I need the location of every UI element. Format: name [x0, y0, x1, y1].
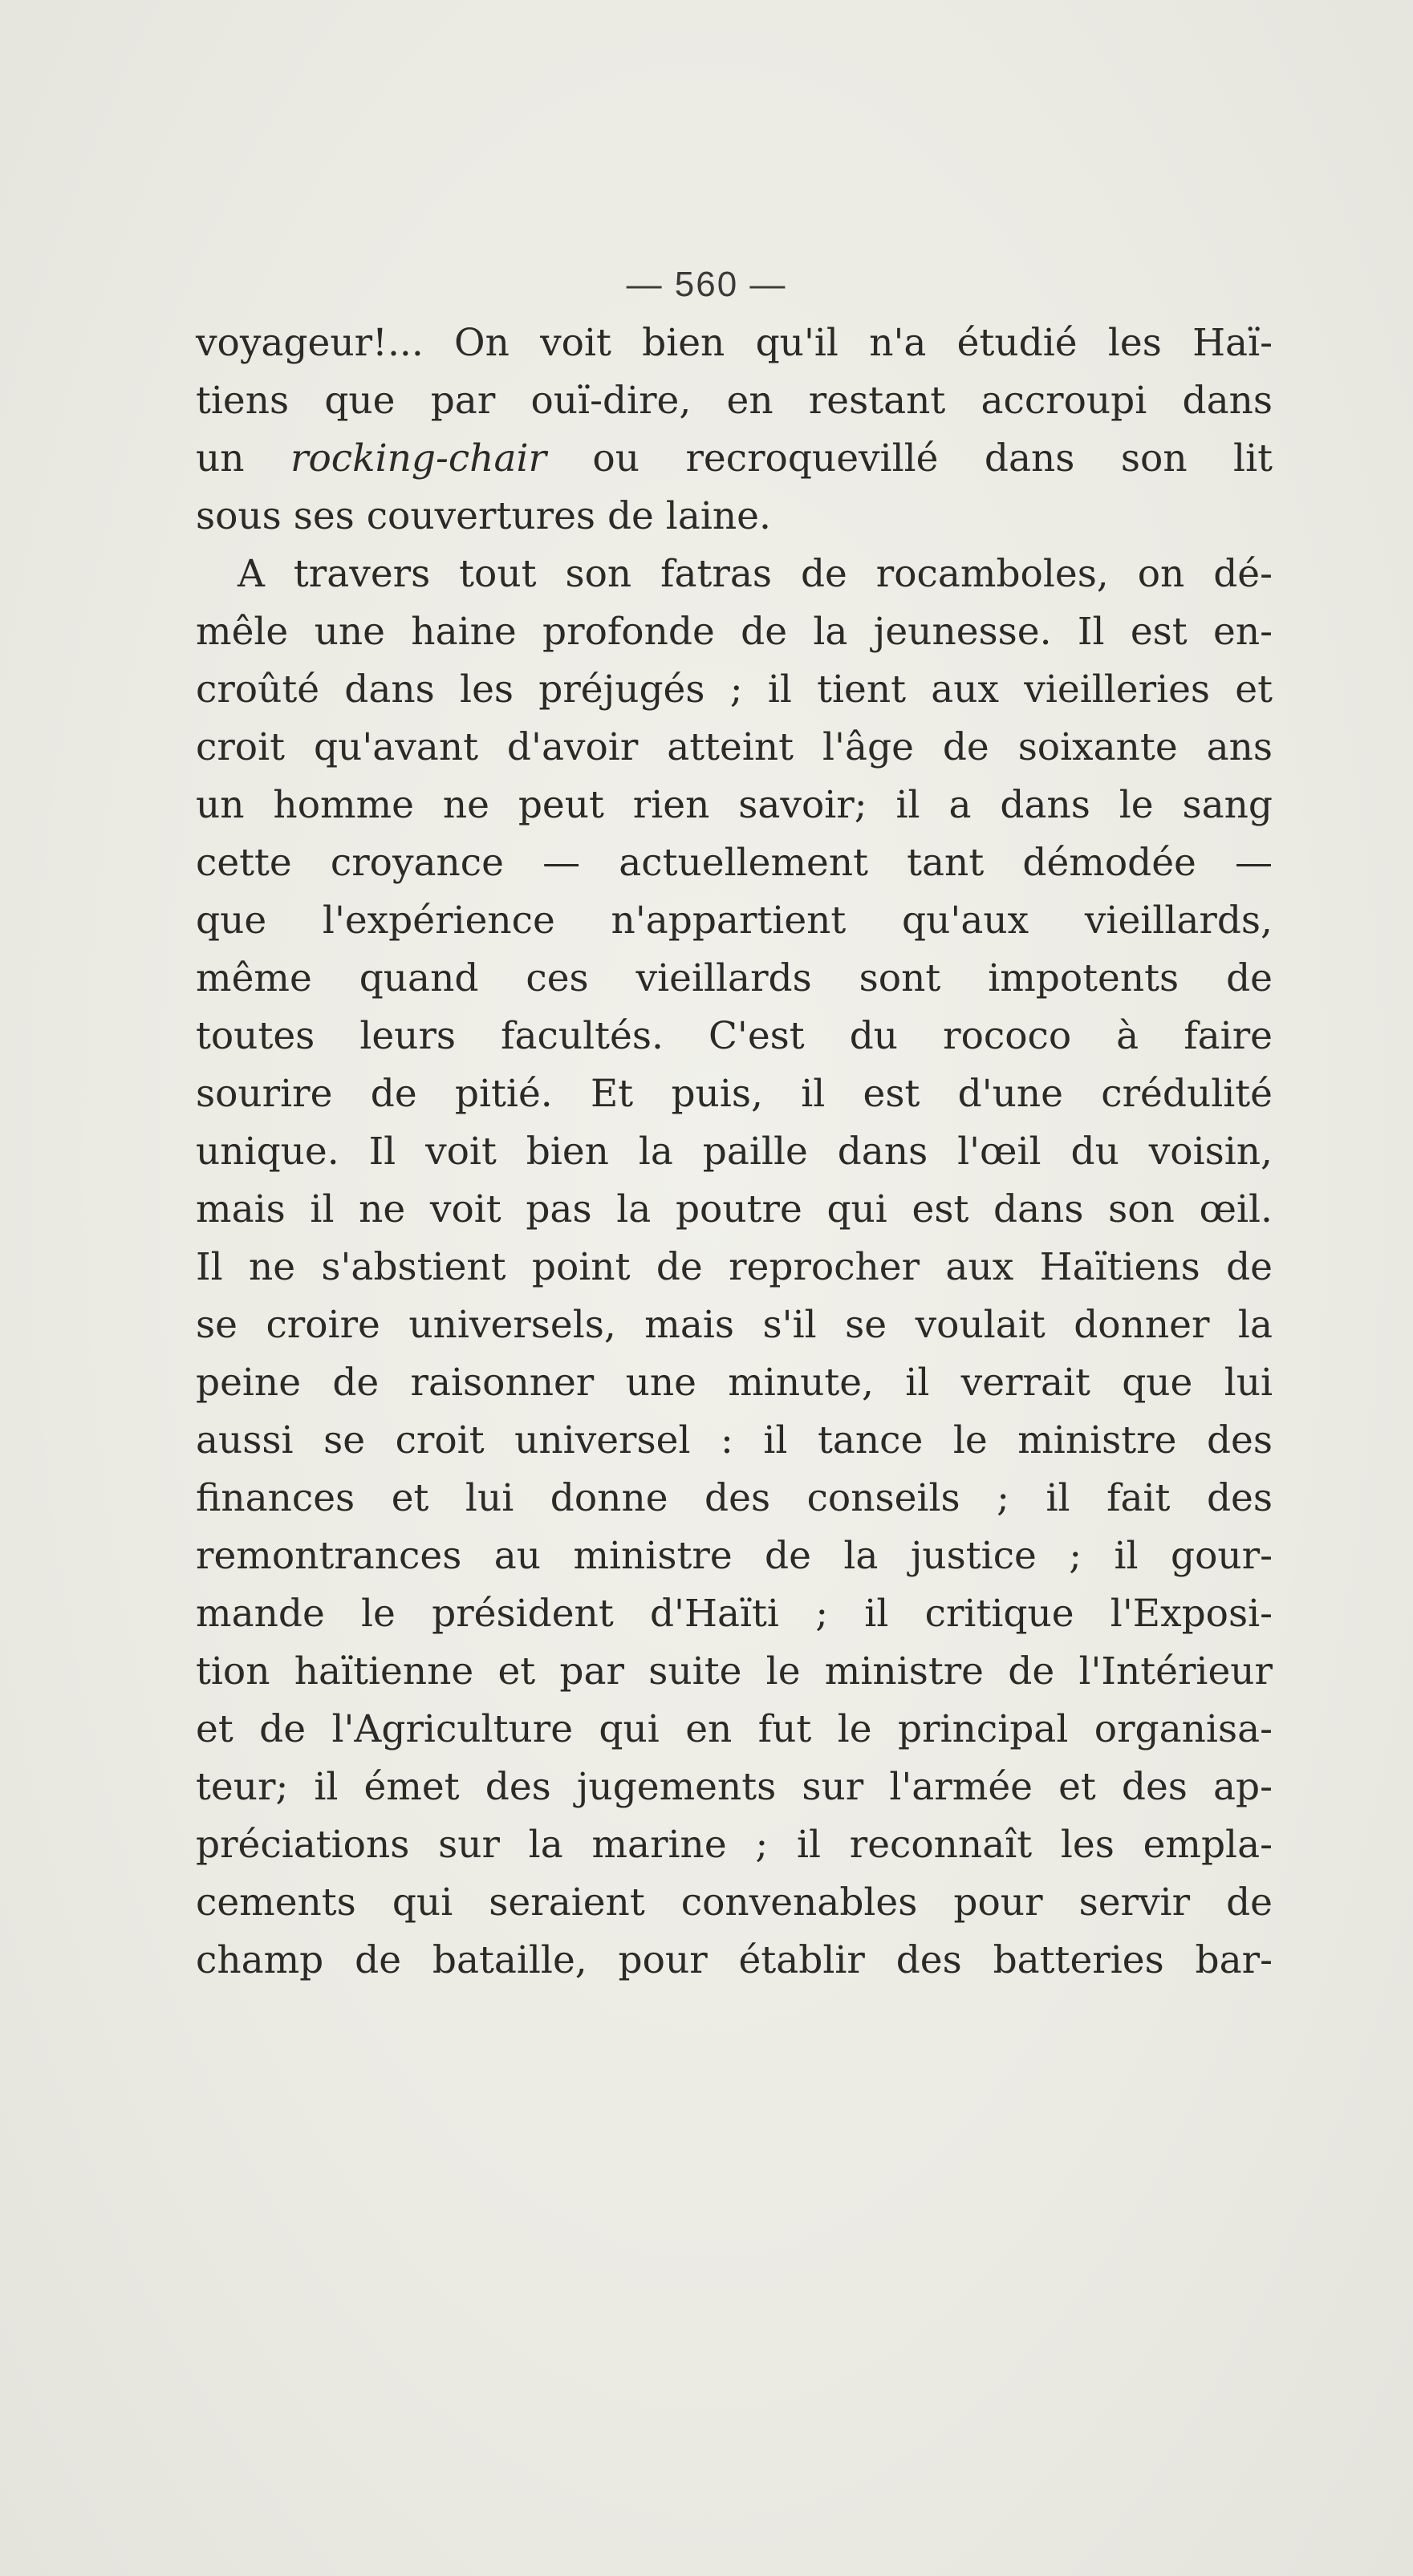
text-line: mêle une haine profonde de la jeunesse. Il est en-	[196, 610, 1273, 654]
text-line: cette croyance — actuellement tant démodée —	[196, 841, 1273, 885]
text-segment: un	[196, 436, 291, 481]
text-line: voyageur!... On voit bien qu'il n'a étudié les Haï-	[196, 321, 1273, 365]
text-line: peine de raisonner une minute, il verrait que lui	[196, 1361, 1273, 1405]
text-line: même quand ces vieillards sont impotents de	[196, 956, 1273, 1000]
text-segment: ou recroquevillé dans son lit	[546, 436, 1273, 481]
text-line: mais il ne voit pas la poutre qui est dans son œil.	[196, 1187, 1273, 1231]
page-number: — 560 —	[626, 265, 787, 304]
text-line: mande le président d'Haïti ; il critique l'Exposi-	[196, 1592, 1273, 1636]
text-line	[196, 430, 1273, 488]
text-line: toutes leurs facultés. C'est du rococo à faire	[196, 1014, 1273, 1058]
text-line: Il ne s'abstient point de reprocher aux Haïtiens de	[196, 1245, 1273, 1289]
text-line: cements qui seraient convenables pour servir de	[196, 1880, 1273, 1925]
italic-term: rocking-chair	[290, 436, 546, 481]
text-line: tiens que par ouï-dire, en restant accroupi dans	[196, 379, 1273, 423]
text-line: remontrances au ministre de la justice ; il gour-	[196, 1534, 1273, 1578]
body-text	[196, 314, 1273, 1990]
text-line: unique. Il voit bien la paille dans l'œil du voisin,	[196, 1130, 1273, 1174]
text-line: se croire universels, mais s'il se voulait donner la	[196, 1303, 1273, 1347]
paragraph-end-line: sous ses couvertures de laine.	[196, 494, 771, 538]
text-line: préciations sur la marine ; il reconnaît les empla-	[196, 1823, 1273, 1867]
text-line: croit qu'avant d'avoir atteint l'âge de soixante ans	[196, 725, 1273, 769]
text-line: croûté dans les préjugés ; il tient aux vieilleries et	[196, 667, 1273, 712]
text-line: aussi se croit universel : il tance le ministre des	[196, 1418, 1273, 1462]
text-line: teur; il émet des jugements sur l'armée et des ap-	[196, 1765, 1273, 1809]
text-line: sourire de pitié. Et puis, il est d'une crédulité	[196, 1072, 1273, 1116]
text-line: que l'expérience n'appartient qu'aux vieillards,	[196, 899, 1273, 943]
text-line: un homme ne peut rien savoir; il a dans le sang	[196, 783, 1273, 827]
text-line: champ de bataille, pour établir des batteries bar-	[196, 1938, 1273, 1982]
paragraph-start-line: A travers tout son fatras de rocamboles, on dé-	[238, 552, 1273, 596]
text-line: finances et lui donne des conseils ; il fait des	[196, 1476, 1273, 1520]
text-line: tion haïtienne et par suite le ministre de l'Intérieur	[196, 1649, 1273, 1694]
text-line: et de l'Agriculture qui en fut le principal organisa-	[196, 1707, 1273, 1751]
